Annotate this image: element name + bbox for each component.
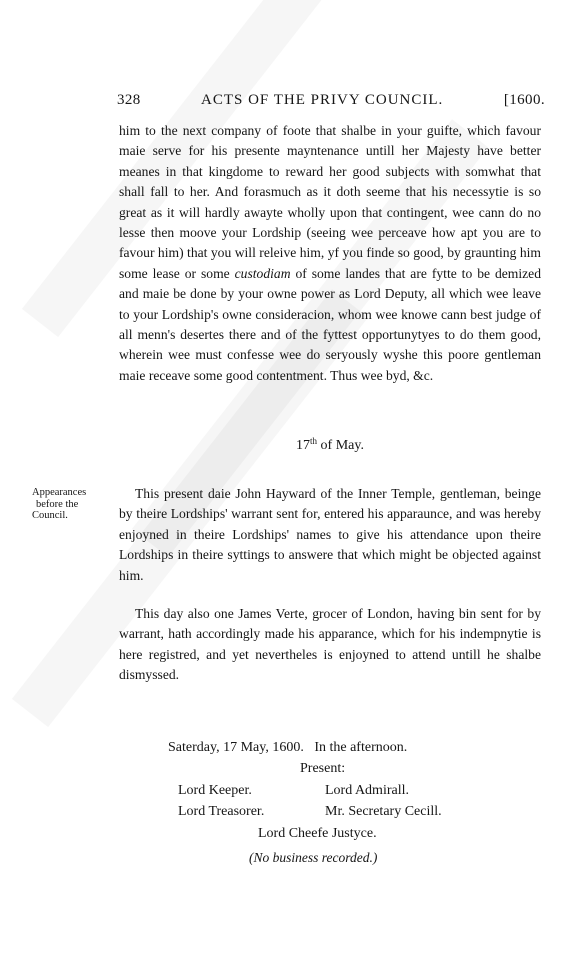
attendee: Mr. Secretary Cecill. [325,804,442,819]
marginal-line: Appearances [32,487,87,498]
page-number: 328 [117,92,141,108]
italic-term: custodiam [234,265,291,281]
attendee: Lord Cheefe Justyce. [258,826,377,841]
date-rest: of May. [317,438,364,453]
attendee: Lord Treasorer. [178,804,265,819]
present-label: Present: [300,761,346,776]
attendee: Lord Keeper. [178,783,252,798]
date-suffix: th [310,436,318,446]
date-heading [119,436,541,454]
session-note: (No business recorded.) [249,850,378,865]
paragraph-text: him to the next company of foote that shalbe in your guifte, which favour maie serve for his presente mayntenance untill her Majesty have better meanes in that kingdome to reward her good subjects with somwhat that shall fall to her. And forasmuch as it doth seeme that his necessytie is so great as it will hardly awayte wholly upon that contingent, wee cann do no lesse then moove your Lordship (seeing wee perceave how apt you are to favour him) that you will releive him, yf you finde so good, by graunting him some lease or some [119,123,541,281]
date-day: 17 [296,438,311,453]
marginal-line: Council. [32,510,68,521]
running-title: ACTS OF THE PRIVY COUNCIL. [201,92,444,108]
body-paragraph-verte: This day also one James Verte, grocer of London, having bin sent for by warrant, hath accordingly made his apparance, which for his indempnytie is here registred, and yet nevertheles is enjoyned to attend untill he shalbe dismyssed. [119,606,541,683]
attendee: Lord Admirall. [325,783,409,798]
body-paragraph-continued [119,121,541,386]
running-head [117,92,545,112]
session-heading: Saterday, 17 May, 1600. In the afternoon. [168,740,408,755]
body-paragraph-hayward: This present daie John Hayward of the Inner Temple, gentleman, beinge by theire Lordships' warrant sent for, entered his apparaunce, and was hereby enjoyned in theire Lordships' names to give his attendance upon theire Lordships in theire syttings to answere that which might be objected against him. [119,486,541,583]
marginal-note [32,487,104,522]
marginal-line: before the [36,498,79,510]
paragraph-text: of some landes that are fytte to be demized and maie be done by your owne power as Lord Deputy, all which wee leave to your Lordship's owne consideracion, whom wee knowe cann best judge of all menn's desertes there and of the fyttest opportunytyes to do them good, wherein wee must confesse wee do seryously wyshe this poore gentleman maie receave some good contentment. Thus wee byd, &c. [119,265,541,383]
running-year: [1600. [503,92,545,108]
